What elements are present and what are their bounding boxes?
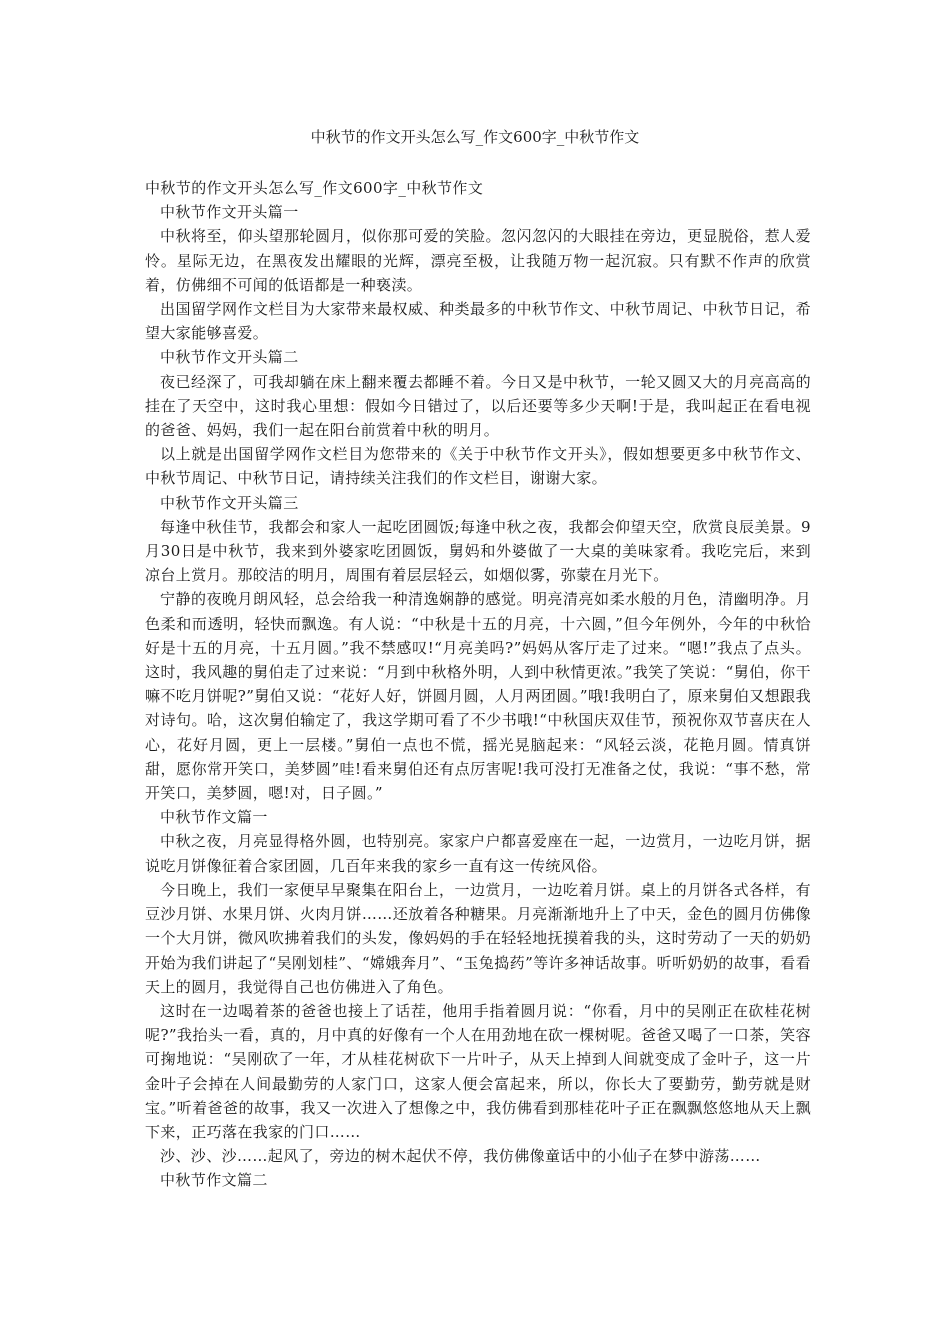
body-paragraph: 今日晚上，我们一家便早早聚集在阳台上，一边赏月，一边吃着月饼。桌上的月饼各式各样，有豆沙月饼、水果月饼、火肉月饼……还放着各种糖果。月亮渐渐地升上了中天，金色的圆月仿佛像一个大月饼，微风吹拂着我们的头发，像妈妈的手在轻轻地抚摸着我的头，这时劳动了一天的奶奶开始为我们讲起了“吴刚划桂”、“嫦娥奔月”、“玉兔捣药”等许多神话故事。听听奶奶的故事，看看天上的圆月，我觉得自己也仿佛进入了角色。 <box>145 880 811 996</box>
document-body <box>145 176 811 1193</box>
section-heading: 中秋节作文开头篇二 <box>160 348 299 367</box>
section-heading: 中秋节作文篇一 <box>160 808 268 827</box>
document-subtitle: 中秋节的作文开头怎么写_作文600字_中秋节作文 <box>145 179 484 197</box>
body-paragraph: 以上就是出国留学网作文栏目为您带来的《关于中秋节作文开头》，假如想要更多中秋节作文、中秋节周记、中秋节日记，请持续关注我们的作文栏目，谢谢大家。 <box>145 445 811 488</box>
body-paragraph: 沙、沙、沙……起风了，旁边的树木起伏不停，我仿佛像童话中的小仙子在梦中游荡…… <box>160 1147 761 1166</box>
page-title: 中秋节的作文开头怎么写_作文600字_中秋节作文 <box>310 128 640 146</box>
section-heading: 中秋节作文开头篇三 <box>160 493 299 512</box>
body-paragraph: 夜已经深了，可我却躺在床上翻来覆去都睡不着。今日又是中秋节，一轮又圆又大的月亮高高的挂在了天空中，这时我心里想：假如今日错过了，以后还要等多少天啊!于是，我叫起正在看电视的爸爸、妈妈，我们一起在阳台前赏着中秋的明月。 <box>145 372 811 440</box>
body-paragraph: 中秋将至，仰头望那轮圆月，似你那可爱的笑脸。忽闪忽闪的大眼挂在旁边，更显脱俗，惹人爱怜。星际无边，在黑夜发出耀眼的光辉，漂亮至极，让我随万物一起沉寂。只有默不作声的欣赏着，仿佛细不可闻的低语都是一种亵渎。 <box>145 227 811 294</box>
body-paragraph: 这时在一边喝着茶的爸爸也接上了话茬，他用手指着圆月说：“你看，月中的吴刚正在砍桂花树呢?”我抬头一看，真的，月中真的好像有一个人在用劲地在砍一棵树呢。爸爸又喝了一口茶，笑容可掬地说：“吴刚砍了一年，才从桂花树砍下一片叶子，从天上掉到人间就变成了金叶子，这一片金叶子会掉在人间最勤劳的人家门口，这家人便会富起来，所以，你长大了要勤劳，勤劳就是财宝。”听着爸爸的故事，我又一次进入了想像之中，我仿佛看到那桂花叶子正在飘飘悠悠地从天上飘下来，正巧落在我家的门口…… <box>145 1001 811 1141</box>
section-heading: 中秋节作文篇二 <box>160 1171 268 1190</box>
body-paragraph: 出国留学网作文栏目为大家带来最权威、种类最多的中秋节作文、中秋节周记、中秋节日记，希望大家能够喜爱。 <box>145 300 811 343</box>
body-paragraph: 每逢中秋佳节，我都会和家人一起吃团圆饭;每逢中秋之夜，我都会仰望天空，欣赏良辰美景。9月30日是中秋节，我来到外婆家吃团圆饭，舅妈和外婆做了一大桌的美味家肴。我吃完后，来到凉台上赏月。那皎洁的明月，周围有着层层轻云，如烟似雾，弥蒙在月光下。 <box>145 517 811 585</box>
section-heading: 中秋节作文开头篇一 <box>160 203 299 222</box>
body-paragraph: 中秋之夜，月亮显得格外圆，也特别亮。家家户户都喜爱座在一起，一边赏月，一边吃月饼，据说吃月饼像征着合家团圆，几百年来我的家乡一直有这一传统风俗。 <box>145 832 811 875</box>
body-paragraph: 宁静的夜晚月朗风轻，总会给我一种清逸娴静的感觉。明亮清亮如柔水般的月色，清幽明净。月色柔和而透明，轻快而飘逸。有人说：“中秋是十五的月亮，十六圆，”但今年例外，今年的中秋恰好是十五的月亮，十五月圆。”我不禁感叹!“月亮美吗?”妈妈从客厅走了过来。“嗯!”我点了点头。这时，我风趣的舅伯走了过来说：“月到中秋格外明，人到中秋情更浓。”我笑了笑说：“舅伯，你干嘛不吃月饼呢?”舅伯又说：“花好人好，饼圆月圆，人月两团圆。”哦!我明白了，原来舅伯又想跟我对诗句。哈，这次舅伯输定了，我这学期可看了不少书哦!“中秋国庆双佳节，预祝你双节喜庆在人心，花好月圆，更上一层楼。”舅伯一点也不慌，摇光晃脑起来：“风轻云淡，花艳月圆。情真饼甜，愿你常开笑口，美梦圆”哇!看来舅伯还有点厉害呢!我可没打无准备之仗，我说：“事不愁，常开笑口，美梦圆，嗯!对，日子圆。” <box>145 590 811 803</box>
